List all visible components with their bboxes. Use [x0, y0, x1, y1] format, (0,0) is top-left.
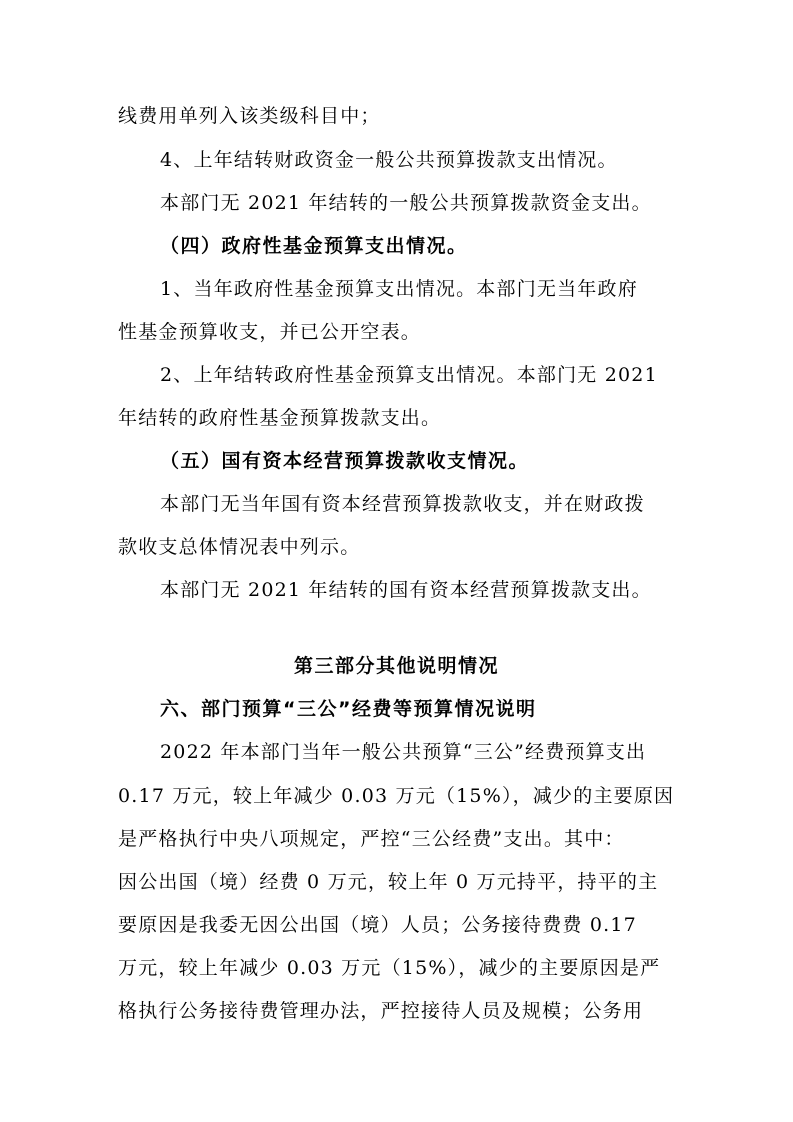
paragraph-line: 线费用单列入该类级科目中；	[118, 105, 381, 127]
paragraph-line: 性基金预算收支，并已公开空表。	[118, 321, 422, 343]
paragraph-line: 0.17 万元，较上年减少 0.03 万元（15%），减少的主要原因	[118, 785, 675, 807]
paragraph-line: 2、上年结转政府性基金预算支出情况。本部门无 2021	[160, 364, 658, 386]
paragraph-line: 4、上年结转财政资金一般公共预算拨款支出情况。	[160, 149, 618, 171]
paragraph-line: 要原因是我委无因公出国（境）人员；公务接待费费 0.17	[118, 914, 637, 936]
paragraph-line: 款收支总体情况表中列示。	[118, 536, 361, 558]
paragraph-line: 1、当年政府性基金预算支出情况。本部门无当年政府	[160, 278, 638, 300]
paragraph-line: 年结转的政府性基金预算拨款支出。	[118, 407, 442, 429]
paragraph-line: 万元，较上年减少 0.03 万元（15%），减少的主要原因是严	[118, 957, 661, 979]
paragraph-line: 本部门无 2021 年结转的一般公共预算拨款资金支出。	[160, 192, 652, 214]
section-heading: （四）政府性基金预算支出情况。	[160, 235, 468, 257]
section-heading: 六、部门预算“三公”经费等预算情况说明	[160, 698, 537, 720]
paragraph-line: 本部门无当年国有资本经营预算拨款收支，并在财政拨	[160, 493, 645, 515]
paragraph-line: 2022 年本部门当年一般公共预算“三公”经费预算支出	[160, 741, 647, 763]
paragraph-line: 本部门无 2021 年结转的国有资本经营预算拨款支出。	[160, 579, 652, 601]
paragraph-line: 格执行公务接待费管理办法，严控接待人员及规模；公务用	[118, 1000, 644, 1022]
paragraph-line: 因公出国（境）经费 0 万元，较上年 0 万元持平，持平的主	[118, 871, 659, 893]
paragraph-line: 是严格执行中央八项规定，严控“三公经费”支出。其中：	[118, 828, 625, 850]
part-heading: 第三部分其他说明情况	[293, 655, 499, 677]
section-heading: （五）国有资本经营预算拨款收支情况。	[160, 450, 530, 472]
